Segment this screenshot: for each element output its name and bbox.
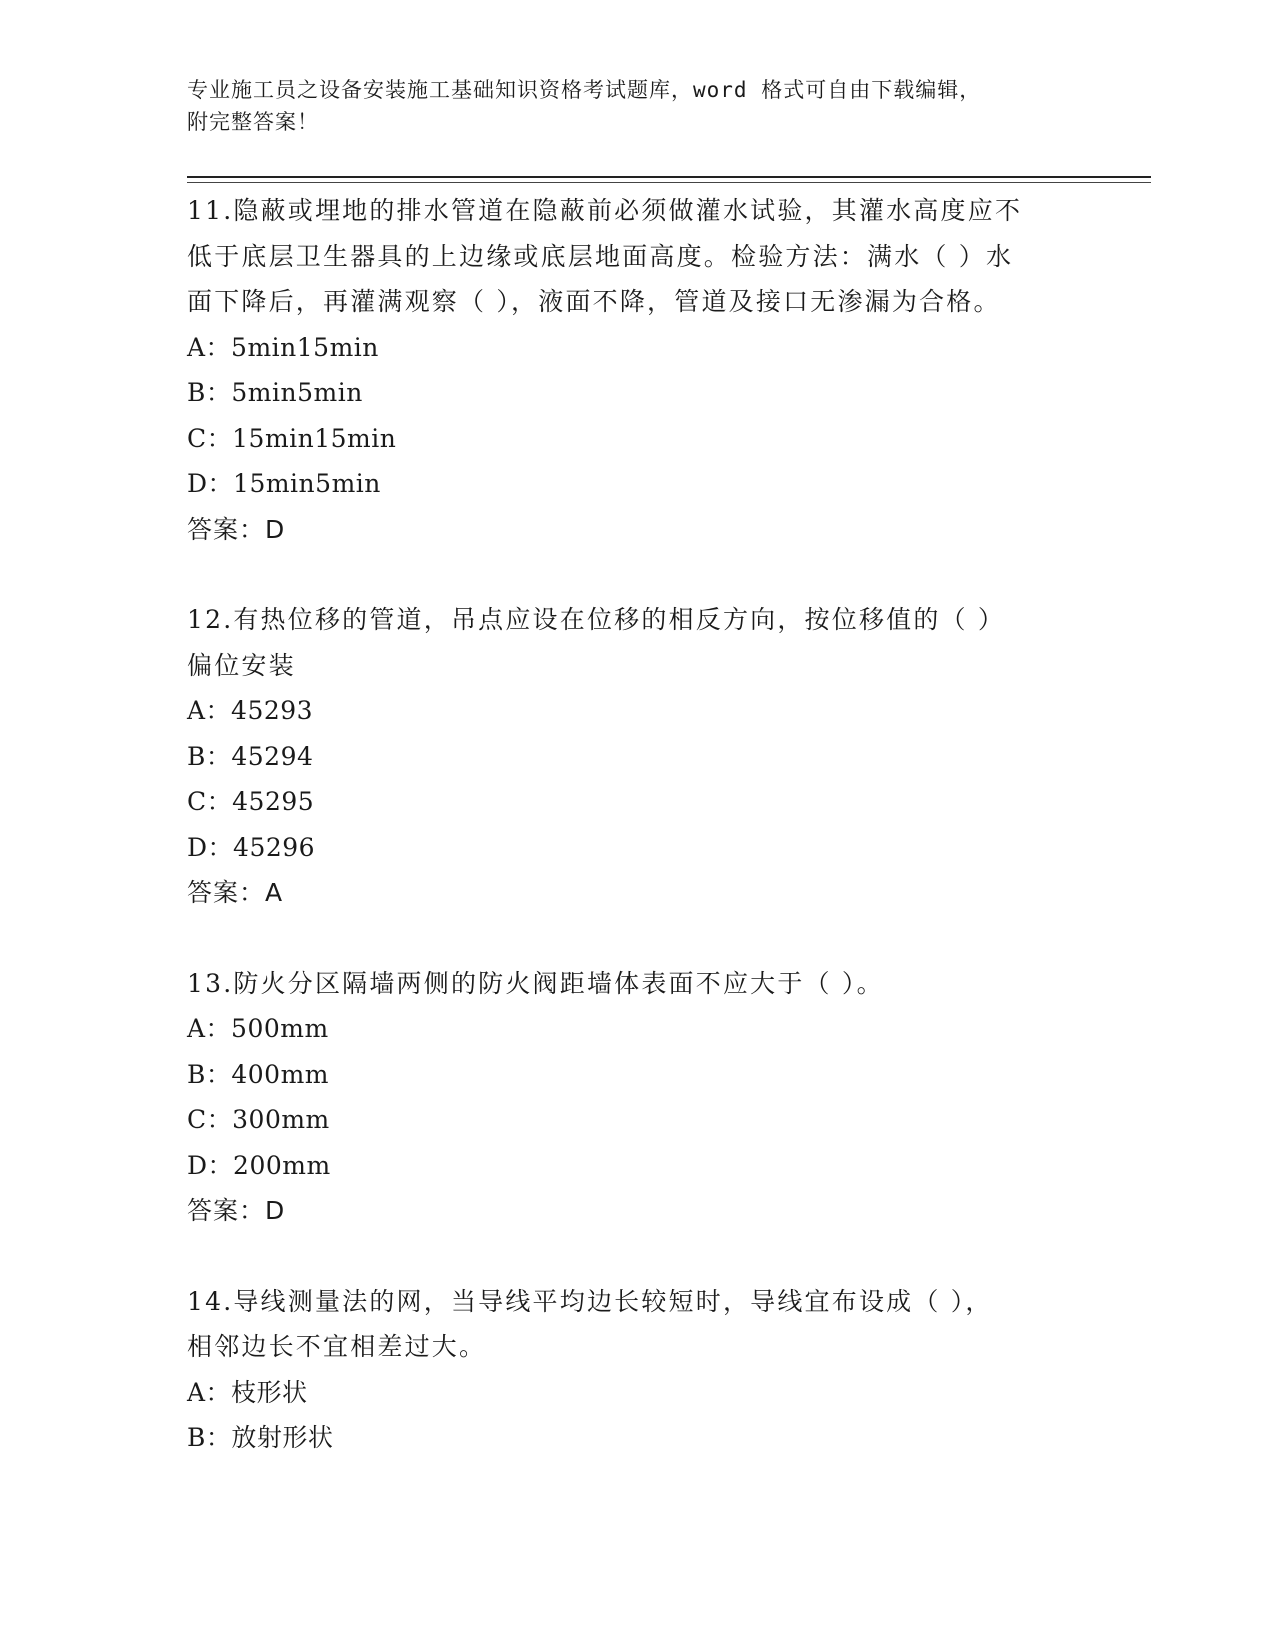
question-11 [187,188,1087,552]
option-a: A：5min15min [187,332,379,362]
option-a: A：500mm [187,1014,329,1043]
question-stem-line: 11.隐蔽或埋地的排水管道在隐蔽前必须做灌水试验，其灌水高度应不 [187,196,1023,225]
option-d: D：45296 [187,832,316,862]
question-stem-line: 面下降后，再灌满观察（ ），液面不降，管道及接口无渗漏为合格。 [187,287,1001,316]
document-header [187,74,1087,138]
answer-line: 答案：D [187,514,286,544]
question-list [187,188,1087,1506]
option-c: C：15min15min [187,423,397,453]
header-divider-thick [187,176,1151,178]
question-stem-line: 偏位安装 [187,650,296,680]
question-13 [187,961,1087,1234]
option-c: C：300mm [187,1105,330,1134]
question-12 [187,597,1087,916]
question-stem-line: 低于底层卫生器具的上边缘或底层地面高度。检验方法：满水（ ）水 [187,241,1014,271]
option-c: C：45295 [187,787,315,816]
header-line-1: 专业施工员之设备安装施工基础知识资格考试题库，word 格式可自由下载编辑， [187,78,982,102]
option-d: D：15min5min [187,469,381,498]
option-b: B：45294 [187,741,314,771]
option-b: B：400mm [187,1059,330,1089]
option-a: A：枝形状 [187,1377,308,1407]
answer-line: 答案：A [187,878,284,907]
option-b: B：放射形状 [187,1423,334,1452]
question-stem-line: 相邻边长不宜相差过大。 [187,1332,487,1361]
question-stem-line: 13.防火分区隔墙两侧的防火阀距墙体表面不应大于（ ）。 [187,968,884,998]
header-divider-thin [187,182,1151,183]
header-line-2: 附完整答案！ [187,110,319,134]
option-a: A：45293 [187,696,314,725]
answer-line: 答案：D [187,1196,286,1225]
question-stem-line: 14.导线测量法的网，当导线平均边长较短时，导线宜布设成（ ）， [187,1286,993,1316]
question-stem-line: 12.有热位移的管道，吊点应设在位移的相反方向，按位移值的（ ） [187,605,1006,634]
option-d: D：200mm [187,1150,331,1180]
question-14 [187,1279,1087,1461]
option-b: B：5min5min [187,378,363,407]
